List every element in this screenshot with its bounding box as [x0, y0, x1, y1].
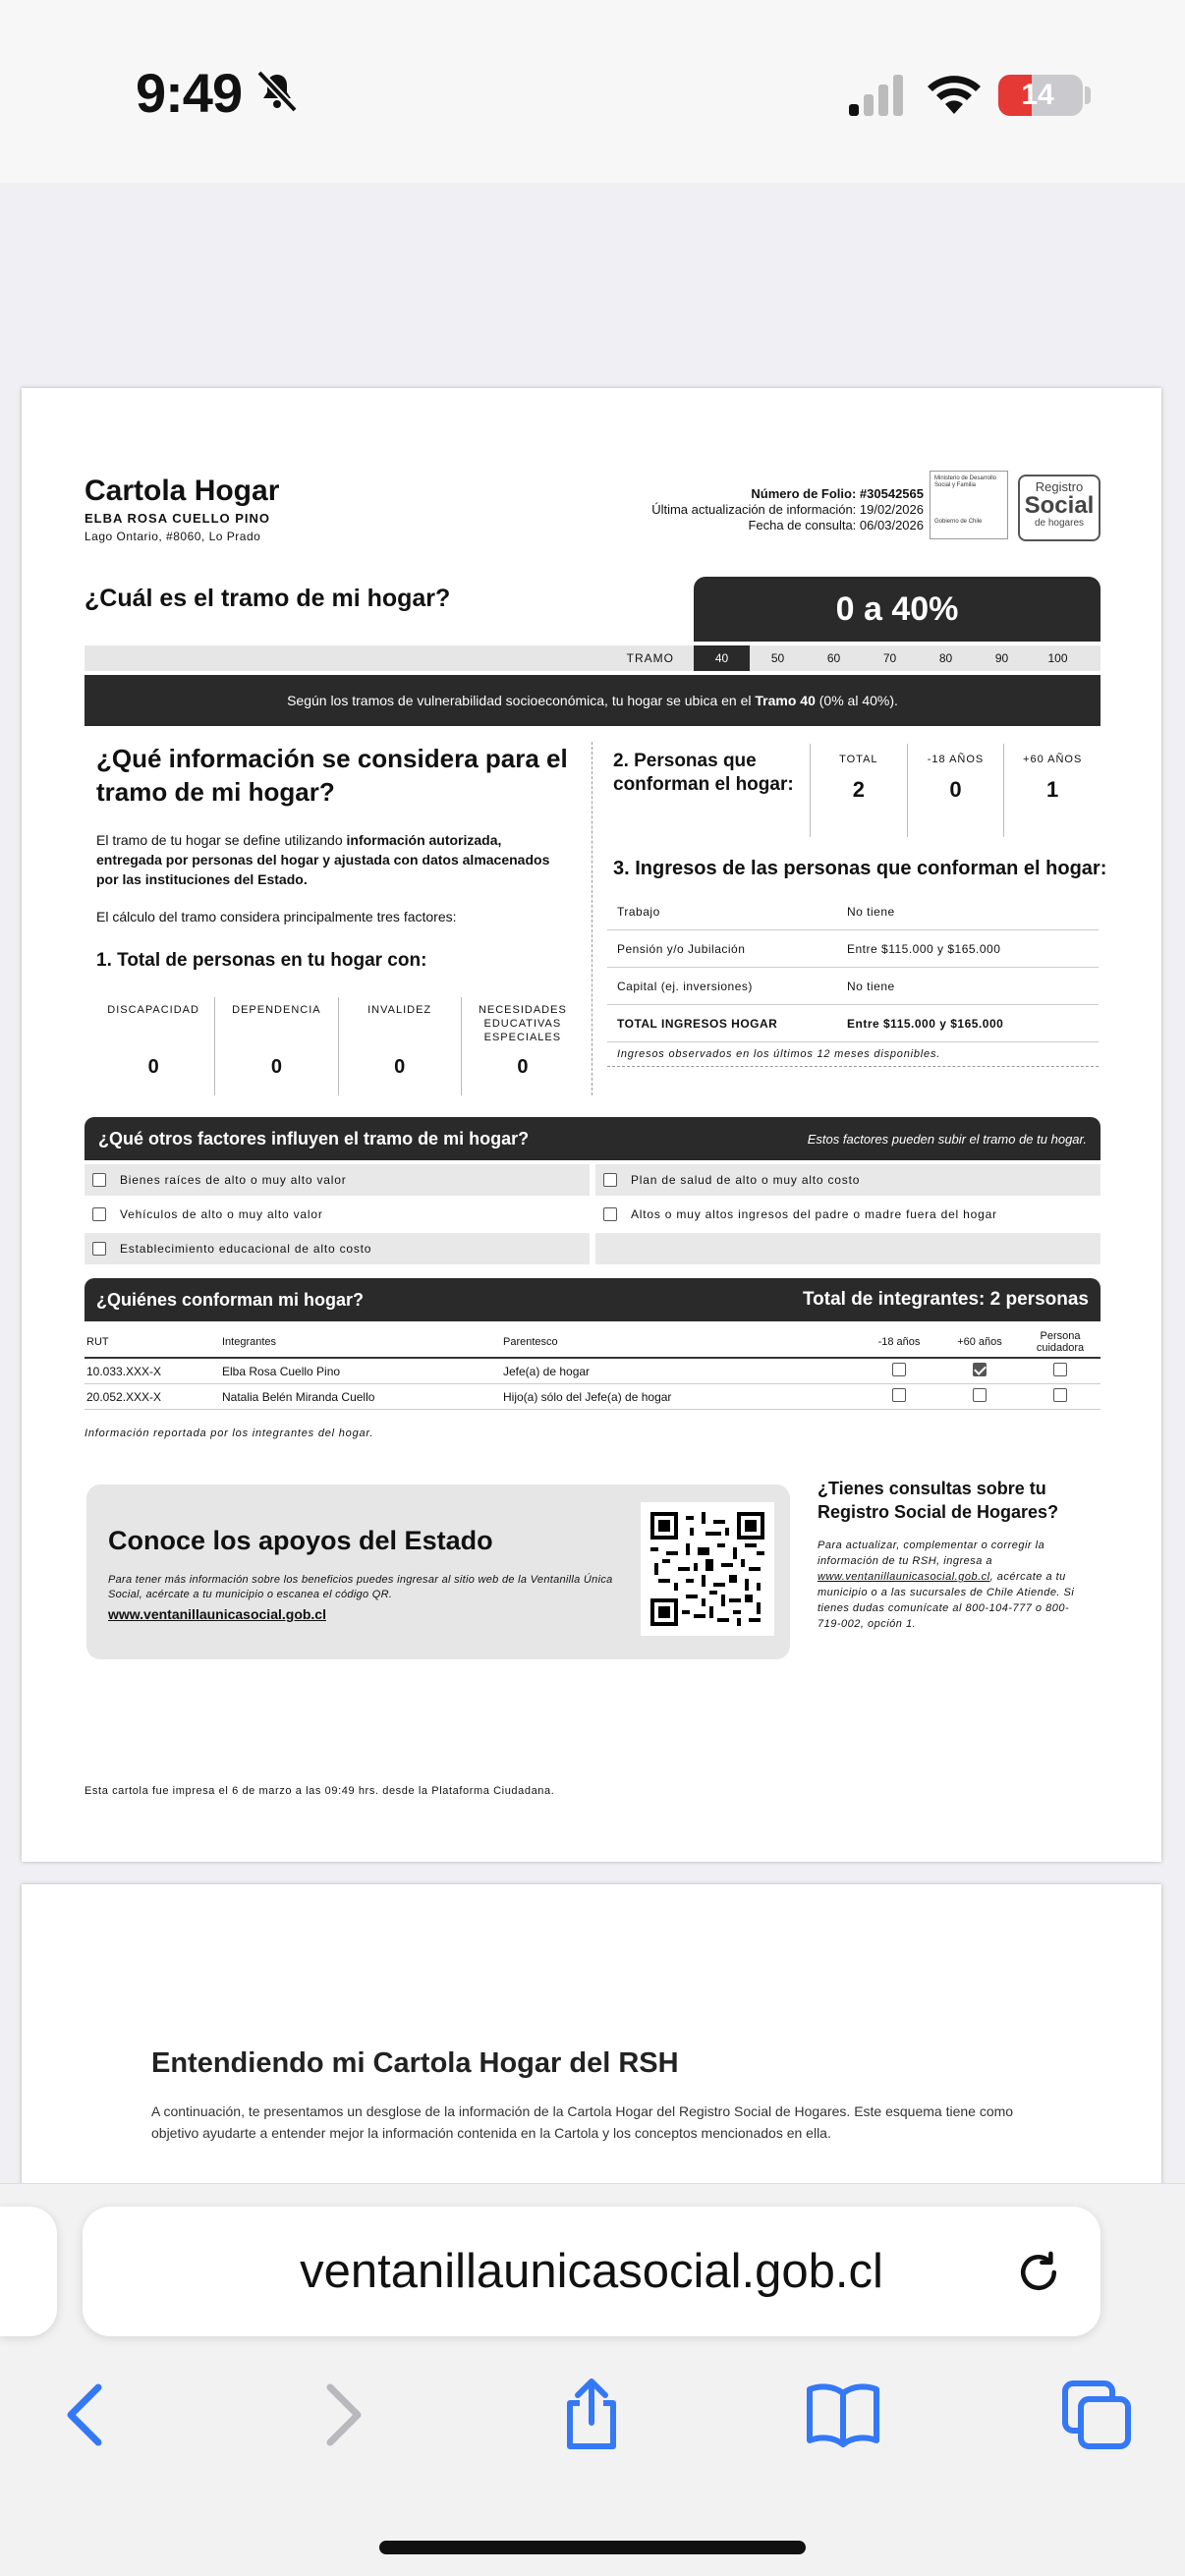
holder-address: Lago Ontario, #8060, Lo Prado [85, 530, 261, 543]
consultas-title: ¿Tienes consultas sobre tu Registro Social de Hogares? [818, 1479, 1059, 1522]
page2-title: Entendiendo mi Cartola Hogar del RSH [151, 2047, 679, 2079]
tramo-step: 80 [938, 651, 953, 665]
table-row: 10.033.XXX-X Elba Rosa Cuello Pino Jefe(a) de hogar [85, 1359, 1100, 1384]
document-page-2 [22, 1884, 1161, 2218]
battery-icon [998, 75, 1083, 116]
reload-icon[interactable] [1012, 2246, 1065, 2299]
other-factor-item: Bienes raíces de alto o muy alto valor [85, 1164, 590, 1196]
members-table [85, 1327, 1100, 1410]
previous-tab-peek[interactable] [0, 2207, 57, 2336]
apoyo-title: Conoce los apoyos del Estado [108, 1526, 493, 1555]
checkbox [973, 1388, 987, 1402]
folio-block: Número de Folio: #30542565 Última actualización de información: 19/02/2026 Fecha de consulta: 06/03/2026 [651, 486, 924, 532]
income-row: Pensión y/o Jubilación Entre $115.000 y $165.000 [607, 930, 1099, 968]
url-text[interactable]: ventanillaunicasocial.gob.cl [300, 2245, 883, 2298]
consult-date: 06/03/2026 [859, 518, 924, 532]
factors-grid: DISCAPACIDAD 0 DEPENDENCIA 0 INVALIDEZ 0 NECESIDADES EDUCATIVAS ESPECIALES 0 [92, 997, 584, 1095]
rsh-logo: Registro Social de hogares [1018, 475, 1100, 541]
apoyo-desc: Para tener más información sobre los beneficios puedes ingresar al sitio web de la Ventanilla Única Social, acércate a tu municipio o escanea el código QR. [108, 1574, 613, 1600]
income-row: Capital (ej. inversiones) No tiene [607, 968, 1099, 1005]
table-row: 20.052.XXX-X Natalia Belén Miranda Cuello Hijo(a) sólo del Jefe(a) de hogar [85, 1384, 1100, 1410]
checkbox [892, 1363, 906, 1376]
other-factor-item: Vehículos de alto o muy alto valor [85, 1199, 590, 1230]
income-total-row: TOTAL INGRESOS HOGAR Entre $115.000 y $165.000 [607, 1005, 1099, 1042]
tramo-step: 40 [694, 645, 750, 671]
checkbox [92, 1173, 106, 1187]
update-date: 19/02/2026 [859, 502, 924, 517]
checkbox [1053, 1388, 1067, 1402]
share-icon[interactable] [552, 2376, 631, 2454]
other-factor-item: Altos o muy altos ingresos del padre o madre fuera del hogar [595, 1199, 1100, 1230]
checkbox [892, 1388, 906, 1402]
other-factor-item: Plan de salud de alto o muy alto costo [595, 1164, 1100, 1196]
income-table [607, 893, 1099, 1067]
status-bar [0, 0, 1185, 183]
checkbox [603, 1207, 617, 1221]
apoyo-link[interactable]: www.ventanillaunicasocial.gob.cl [108, 1606, 326, 1622]
tramo-step: 70 [882, 651, 897, 665]
income-note: Ingresos observados en los últimos 12 meses disponibles. [607, 1042, 1099, 1067]
info-title: ¿Qué información se considera para el tramo de mi hogar? [96, 744, 568, 807]
total-title: 1. Total de personas en tu hogar con: [96, 950, 427, 971]
info-section [85, 742, 615, 972]
checkbox [92, 1242, 106, 1256]
income-title: 3. Ingresos de las personas que conforman el hogar: [613, 858, 1107, 879]
income-row: Trabajo No tiene [607, 893, 1099, 930]
battery-level: 14 [1021, 79, 1054, 111]
bell-slash-icon [254, 69, 301, 116]
bookmarks-icon[interactable] [804, 2376, 882, 2454]
tramo-question: ¿Cuál es el tramo de mi hogar? [85, 585, 451, 612]
qr-code[interactable] [641, 1502, 774, 1636]
consultas-link[interactable]: www.ventanillaunicasocial.gob.cl [818, 1571, 990, 1583]
back-icon[interactable] [47, 2376, 126, 2454]
address-bar[interactable] [83, 2207, 1100, 2336]
home-indicator[interactable] [379, 2541, 806, 2554]
doc-title: Cartola Hogar [85, 475, 280, 507]
tramo-step: 60 [826, 651, 841, 665]
tramo-step: 100 [1047, 651, 1068, 665]
other-factors-list [85, 1164, 1100, 1267]
document-page-1 [22, 388, 1161, 1862]
checkbox [603, 1173, 617, 1187]
consultas-block: ¿Tienes consultas sobre tu Registro Social de Hogares? Para actualizar, complementar o corregir la información de tu RSH, ingresa a www.ventanillaunicasocial.gob.cl, acércate a tu municipio o a las sucursales de Chile Atiende. Si tienes dudas comunícate al 800-104-777 o 800-719-002, opción 1. [818, 1477, 1093, 1632]
tramo-scale: TRAMO 40 50 60 70 80 90 100 [85, 645, 1100, 671]
members-header: ¿Quiénes conforman mi hogar? Total de integrantes: 2 personas [85, 1278, 1100, 1321]
tramo-result: 0 a 40% [694, 577, 1100, 642]
tramo-step: 90 [994, 651, 1009, 665]
ministry-logo: Ministerio de Desarrollo Social y Familia Gobierno de Chile [930, 471, 1008, 539]
forward-icon[interactable] [303, 2376, 381, 2454]
wifi-icon [924, 69, 985, 118]
page2-desc: A continuación, te presentamos un desglose de la información de la Cartola Hogar del Registro Social de Hogares. Este esquema tiene como objetivo ayudarte a entender mejor la información contenida en la Cartola y los conceptos mencionados en ella. [151, 2103, 1014, 2141]
tabs-icon[interactable] [1057, 2376, 1136, 2454]
members-header-row: RUT Integrantes Parentesco -18 años +60 años Persona cuidadora [85, 1327, 1100, 1359]
holder-name: ELBA ROSA CUELLO PINO [85, 511, 271, 526]
checkbox-checked [973, 1363, 987, 1376]
other-factor-item: Establecimiento educacional de alto costo [85, 1233, 590, 1264]
status-time: 9:49 [136, 62, 243, 124]
folio-number: #30542565 [859, 486, 924, 501]
info-paragraph: El tramo de tu hogar se define utilizando información autorizada, entregada por personas del hogar y ajustada con datos almacenados por las instituciones del Estado. [96, 832, 550, 887]
tramo-step: 50 [770, 651, 785, 665]
members-note: Información reportada por los integrantes del hogar. [85, 1428, 374, 1439]
checkbox [1053, 1363, 1067, 1376]
info-paragraph-2: El cálculo del tramo considera principalmente tres factores: [96, 909, 457, 924]
apoyo-card [86, 1484, 790, 1659]
checkbox [92, 1207, 106, 1221]
cellular-signal-icon [847, 73, 906, 118]
tramo-band: Según los tramos de vulnerabilidad socioeconómica, tu hogar se ubica en el Tramo 40 (0% al 40%). [85, 675, 1100, 726]
persons-block: 2. Personas que conforman el hogar: TOTAL 2 -18 AÑOS 0 +60 AÑOS 1 [613, 744, 1100, 837]
other-factors-header: ¿Qué otros factores influyen el tramo de mi hogar? Estos factores pueden subir el tramo de tu hogar. [85, 1117, 1100, 1160]
print-footer: Esta cartola fue impresa el 6 de marzo a las 09:49 hrs. desde la Plataforma Ciudadana. [85, 1785, 555, 1797]
